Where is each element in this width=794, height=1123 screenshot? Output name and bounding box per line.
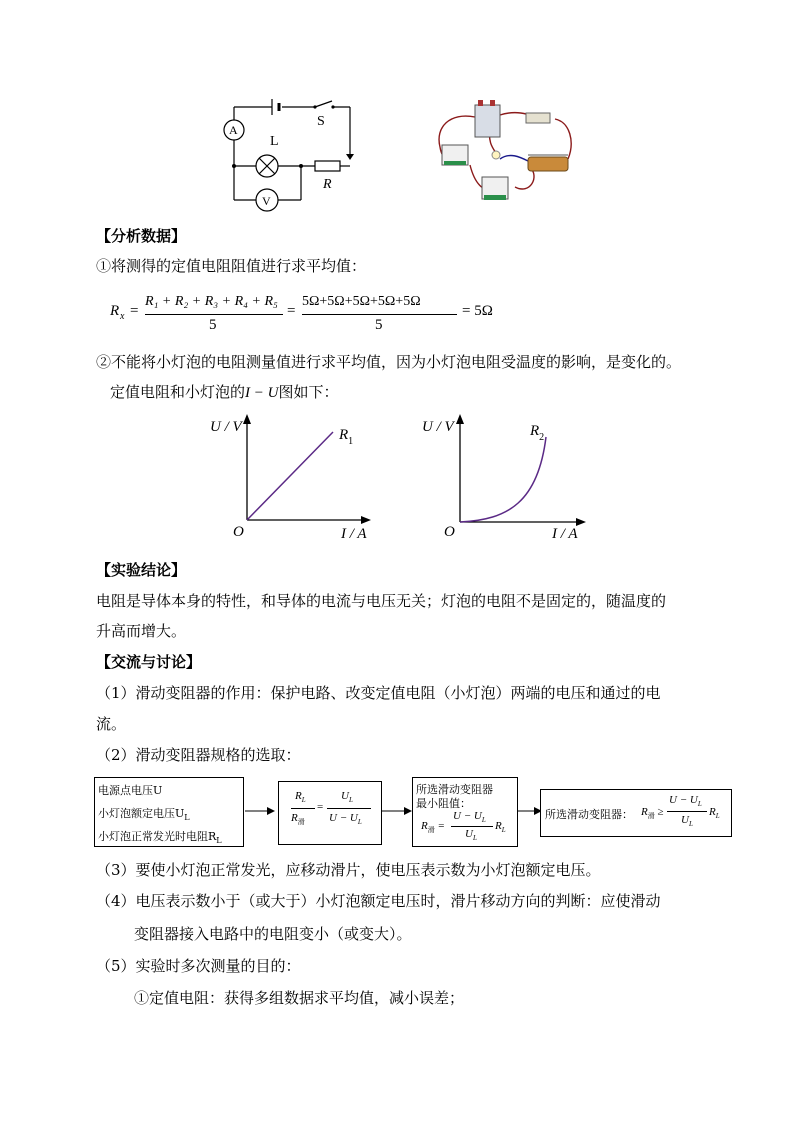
right-curve-label xyxy=(529,423,544,443)
analysis-item-2: ②不能将小灯泡的电阻测量值进行求平均值，因为小灯泡电阻受温度的影响，是变化的。 xyxy=(96,353,682,371)
min-line-2: 最小阻值： xyxy=(416,798,471,810)
flow-box-minimum: 所选滑动变阻器 最小阻值： $R_滑$ = $U - U_L$ $U_L$ $R_L$ xyxy=(412,777,518,847)
average-formula: R x = R₁ + R₂ + R₃ + R₄ + R₅ 5 = 5Ω+5Ω+5Ω+5Ω+5Ω 5 = 5Ω xyxy=(110,294,493,333)
left-x-label: I / A xyxy=(341,526,367,542)
formula-result: = 5Ω xyxy=(462,303,493,319)
flow-input-3-text: 小灯泡正常发光时电阻R xyxy=(98,830,217,843)
right-y-label: U / V xyxy=(422,419,454,435)
discussion-5: （5）实验时多次测量的目的： xyxy=(96,957,301,975)
discussion-4-line-2: 变阻器接入电路中的电阻变小（或变大）。 xyxy=(134,925,412,943)
min-den-sub: L xyxy=(472,834,477,843)
min-eq-left-sub: 滑 xyxy=(427,826,435,835)
right-origin: O xyxy=(444,524,455,540)
result-relation: ≥ xyxy=(657,806,664,818)
rheostat-label: R xyxy=(323,177,332,192)
min-eq-left: R xyxy=(421,820,428,832)
graph-intro-variable: I − U xyxy=(245,385,279,401)
ammeter-label: A xyxy=(229,123,238,137)
discussion-3: （3）要使小灯泡正常发光，应移动滑片，使电压表示数为小灯泡额定电压。 xyxy=(96,861,601,879)
right-curve-sub: 2 xyxy=(539,432,545,443)
formula-numerator-1: R₁ + R₂ + R₃ + R₄ + R₅ xyxy=(145,294,278,309)
result-tail: R xyxy=(709,806,716,818)
formula-lhs: R xyxy=(110,303,120,319)
r2-curve xyxy=(460,437,546,522)
flow-arrow-1 xyxy=(245,805,275,817)
min-tail-sub: L xyxy=(501,826,506,835)
flow-input-2-text: 小灯泡额定电压U xyxy=(98,807,185,820)
discussion-5-item-1: ①定值电阻：获得多组数据求平均值，减小误差； xyxy=(134,989,465,1007)
flow-input-2 xyxy=(98,805,190,822)
min-line-1: 所选滑动变阻器 xyxy=(416,784,493,796)
left-y-label: U / V xyxy=(210,419,242,435)
discussion-1-line-1: （1）滑动变阻器的作用：保护电路、改变定值电阻（小灯泡）两端的电压和通过的电 xyxy=(96,684,661,702)
discussion-1-line-2: 流。 xyxy=(96,715,127,733)
ratio-num-right-sub: L xyxy=(348,796,353,805)
graph-intro-text-a: 定值电阻和小灯泡的 xyxy=(110,383,246,401)
ratio-den-left-sub: 滑 xyxy=(297,818,305,827)
left-curve-name: R xyxy=(339,427,349,443)
flow-arrow-3 xyxy=(518,805,542,817)
ratio-den-left: R xyxy=(291,812,298,824)
flow-input-3-sub: L xyxy=(216,836,222,846)
ratio-num-right: U xyxy=(341,790,349,802)
result-den: U xyxy=(681,814,689,826)
conclusion-line-2: 升高而增大。 xyxy=(96,622,187,640)
result-num-sub: L xyxy=(697,800,702,809)
flow-input-1 xyxy=(98,782,162,798)
discussion-2: （2）滑动变阻器规格的选取： xyxy=(96,746,301,764)
formula-lhs-sub: x xyxy=(120,311,125,322)
min-num: U − U xyxy=(453,810,482,822)
formula-numerator-2: 5Ω+5Ω+5Ω+5Ω+5Ω xyxy=(302,294,421,309)
formula-denominator-2: 5 xyxy=(375,317,383,333)
left-curve-label xyxy=(338,427,353,447)
lamp-label: L xyxy=(270,134,279,149)
right-curve-name: R xyxy=(530,423,540,439)
apparatus-photo xyxy=(430,97,580,215)
result-num: U − U xyxy=(669,794,698,806)
voltmeter-label: V xyxy=(262,194,271,208)
flow-box-result xyxy=(540,789,732,837)
conclusion-line-1: 电阻是导体本身的特性，和导体的电流与电压无关；灯泡的电阻不是固定的，随温度的 xyxy=(96,592,667,610)
left-origin: O xyxy=(233,524,244,540)
result-den-sub: L xyxy=(688,820,693,829)
circuit-diagram xyxy=(215,92,360,212)
graph-left xyxy=(205,412,375,542)
discussion-4-line-1: （4）电压表示数小于（或大于）小灯泡额定电压时，滑片移动方向的判断：应使滑动 xyxy=(96,892,661,910)
flow-arrow-2 xyxy=(382,805,412,817)
flow-box-inputs xyxy=(94,777,244,847)
min-tail: R xyxy=(495,820,502,832)
conclusion-heading: 【实验结论】 xyxy=(96,561,187,579)
discussion-heading: 【交流与讨论】 xyxy=(96,653,202,671)
flow-input-1-text: 电源点电压U xyxy=(98,784,163,797)
switch-label: S xyxy=(317,114,325,129)
graph-intro xyxy=(110,382,338,403)
right-x-label: I / A xyxy=(552,526,578,542)
r1-curve xyxy=(247,432,333,520)
graph-intro-text-b: 图如下： xyxy=(278,383,339,401)
result-eq-left: R xyxy=(641,806,648,818)
ratio-num-left: R xyxy=(295,790,302,802)
flow-input-3 xyxy=(98,828,222,845)
analysis-heading: 【分析数据】 xyxy=(96,227,187,245)
ratio-den-right: U − U xyxy=(329,812,358,824)
graph-right xyxy=(418,412,593,542)
ratio-num-left-sub: L xyxy=(301,796,306,805)
result-eq-left-sub: 滑 xyxy=(647,812,655,821)
min-den: U xyxy=(465,828,473,840)
result-prefix: 所选滑动变阻器： xyxy=(545,809,633,821)
formula-denominator-1: 5 xyxy=(209,317,217,333)
result-tail-sub: L xyxy=(715,812,720,821)
ratio-den-right-sub: L xyxy=(357,818,362,827)
left-curve-sub: 1 xyxy=(348,436,354,447)
analysis-item-1: ①将测得的定值电阻阻值进行求平均值： xyxy=(96,257,367,275)
min-num-sub: L xyxy=(481,816,486,825)
flow-box-ratio: $R_L$ $R_滑$ = $U_L$ $U - U_L$ xyxy=(278,781,382,845)
flow-input-2-sub: L xyxy=(184,813,190,823)
